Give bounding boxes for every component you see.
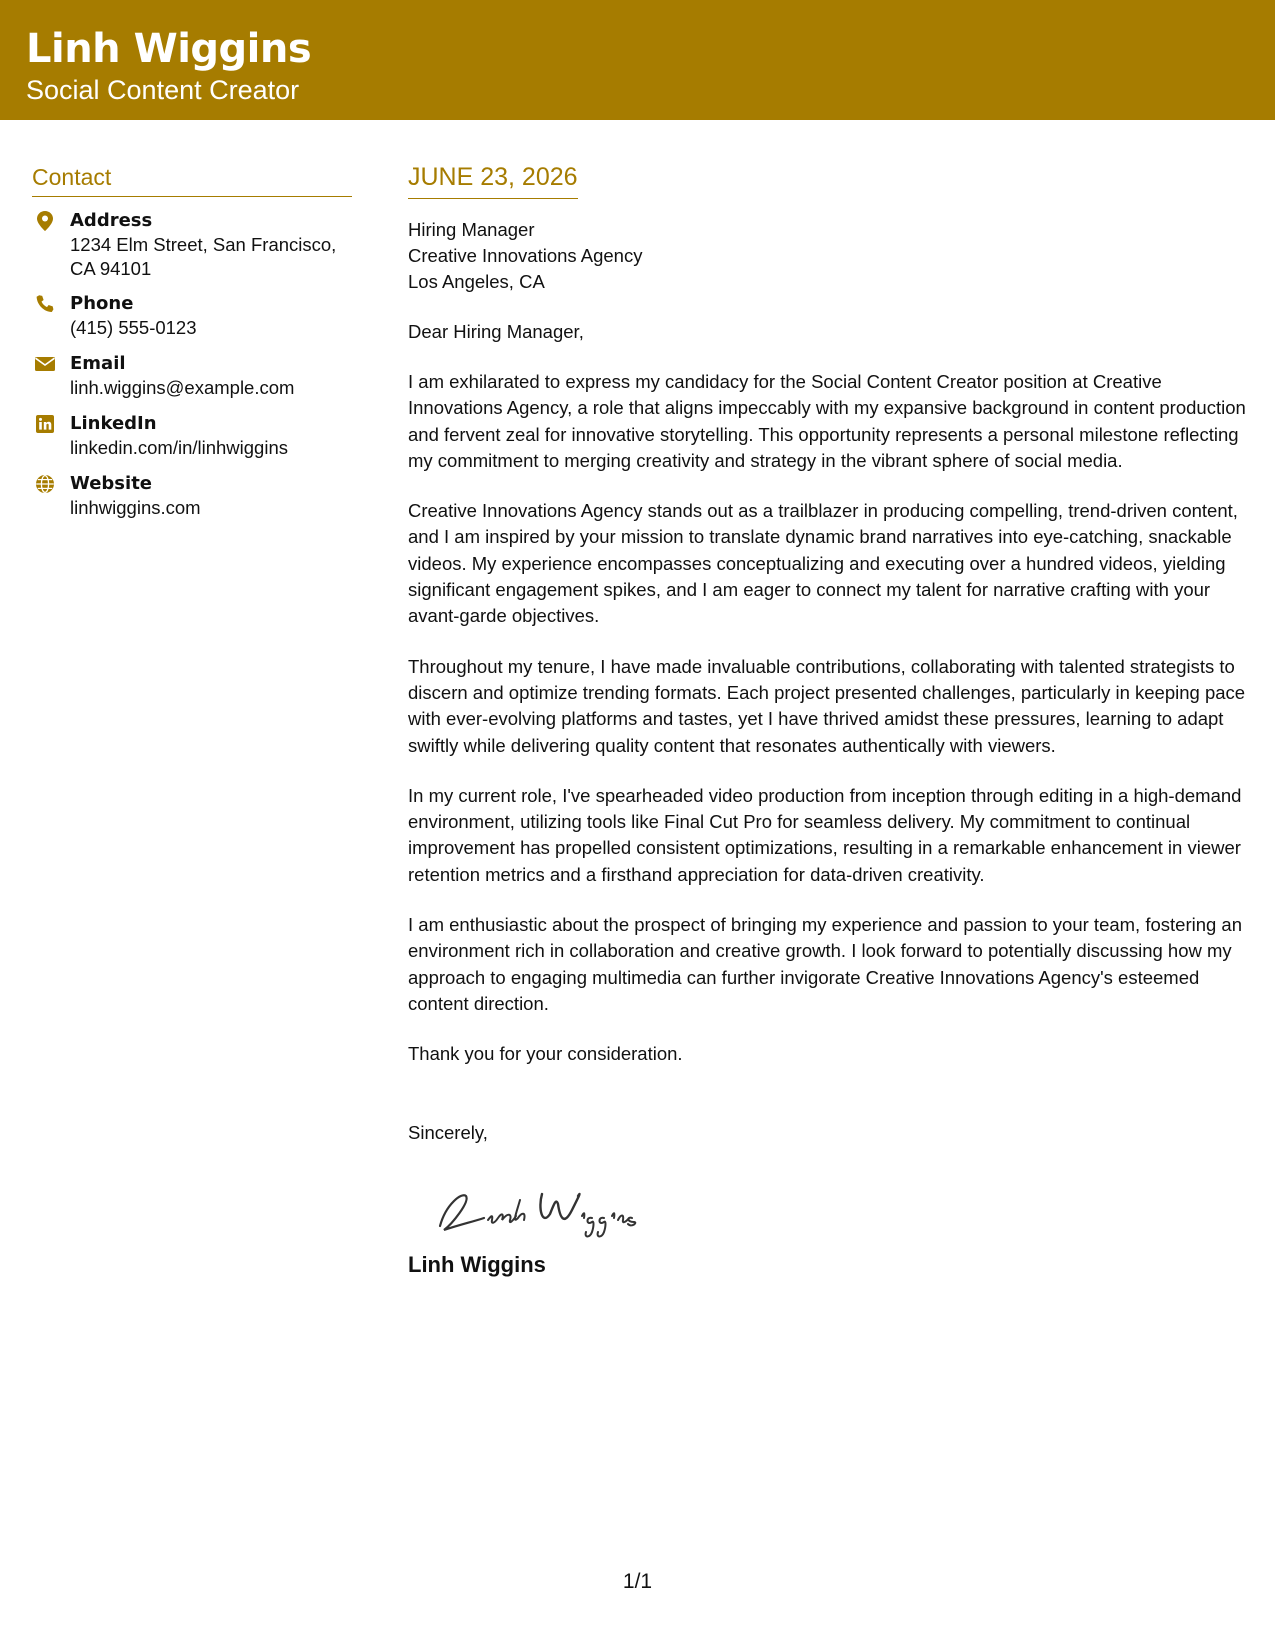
letter-body	[408, 160, 1253, 1280]
body-paragraph: I am exhilarated to express my candidacy for the Social Content Creator position at Creative Innovations Agency, a role that aligns impeccably with my expansive background in content production and fervent zeal for innovative storytelling. This opportunity represents a personal milestone reflecting my commitment to merging creativity and strategy in the vibrant sphere of social media.	[408, 371, 1246, 471]
header-banner	[0, 0, 1275, 120]
contact-label: Address	[70, 210, 153, 231]
contact-linkedin	[32, 412, 352, 460]
contact-label: LinkedIn	[70, 413, 157, 434]
contact-sidebar	[32, 160, 352, 520]
signature-image	[432, 1174, 1253, 1246]
page-number: 1/1	[622, 1570, 653, 1593]
contact-label: Website	[70, 473, 153, 494]
linkedin-icon	[35, 414, 55, 434]
candidate-title: Social Content Creator	[26, 75, 300, 105]
letter-date: JUNE 23, 2026	[408, 160, 578, 199]
contact-phone	[32, 292, 352, 340]
contact-value: linkedin.com/in/linhwiggins	[70, 437, 288, 458]
globe-icon	[35, 474, 55, 494]
signer-name: Linh Wiggins	[408, 1251, 546, 1277]
body-paragraph: In my current role, I've spearheaded video production from inception through editing in a high-demand environment, utilizing tools like Final Cut Pro for seamless delivery. My commitment to continual improvement has propelled consistent optimizations, resulting in a remarkable enhancement in viewer retention metrics and a firsthand appreciation for data-driven creativity.	[408, 784, 1242, 885]
contact-label: Email	[70, 353, 126, 374]
phone-icon	[35, 294, 55, 314]
contact-value: linh.wiggins@example.com	[70, 377, 295, 398]
body-paragraph: I am enthusiastic about the prospect of bringing my experience and passion to your team, fostering an environment rich in collaboration and creative growth. I look forward to potentially discussing how my approach to engaging multimedia can further invigorate Creative Innovations Agency's esteemed content direction.	[408, 914, 1243, 1014]
candidate-name: Linh Wiggins	[26, 26, 312, 72]
contact-value: (415) 555-0123	[70, 317, 197, 338]
contact-address	[32, 209, 352, 281]
contact-heading: Contact	[32, 160, 352, 197]
recipient-location: Los Angeles, CA	[408, 271, 545, 292]
salutation: Dear Hiring Manager,	[408, 321, 584, 342]
body-paragraph: Thank you for your consideration.	[408, 1043, 683, 1065]
recipient-block	[408, 217, 1253, 295]
contact-label: Phone	[70, 293, 134, 314]
closing: Sincerely,	[408, 1121, 488, 1143]
recipient-company: Creative Innovations Agency	[408, 245, 643, 266]
contact-email	[32, 352, 352, 400]
contact-value: 1234 Elm Street, San Francisco, CA 94101	[70, 234, 337, 279]
body-paragraph: Creative Innovations Agency stands out as a trailblazer in producing compelling, trend-driven content, and I am inspired by your mission to translate dynamic brand narratives into eye-catching, snackable videos. My experience encompasses conceptualizing and executing over a hundred videos, yielding significant engagement spikes, and I am eager to connect my talent for narrative crafting with your avant-garde objectives.	[408, 500, 1238, 627]
map-pin-icon	[35, 211, 55, 231]
contact-website	[32, 472, 352, 520]
recipient-name: Hiring Manager	[408, 219, 535, 240]
contact-value: linhwiggins.com	[70, 497, 201, 518]
body-paragraph: Throughout my tenure, I have made invaluable contributions, collaborating with talented strategists to discern and optimize trending formats. Each project presented challenges, particularly in keeping pace with ever-evolving platforms and tastes, yet I have thrived amidst these pressures, learning to adapt swiftly while delivering quality content that resonates authentically with viewers.	[408, 655, 1246, 756]
envelope-icon	[35, 354, 55, 374]
